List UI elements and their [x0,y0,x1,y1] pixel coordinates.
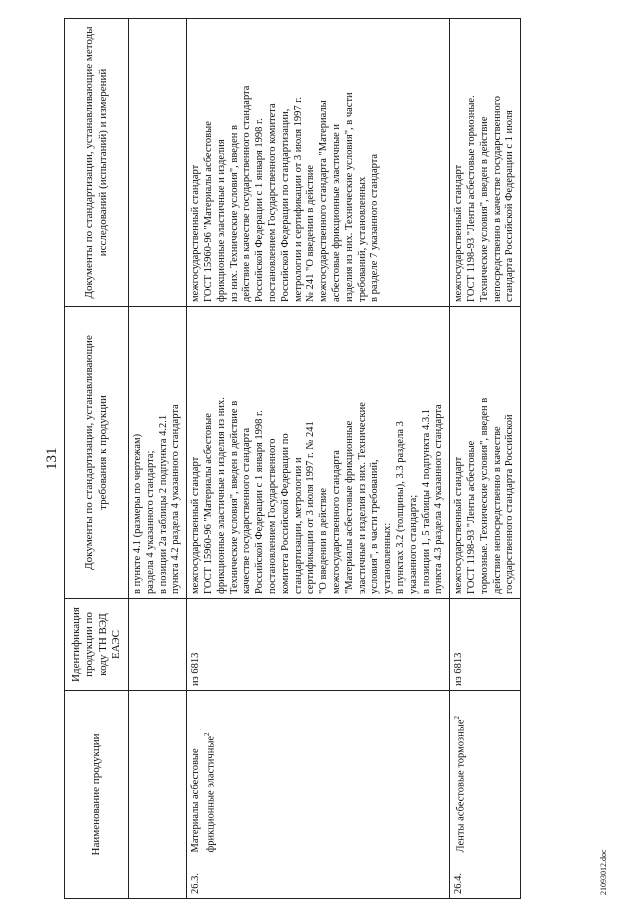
product-name-line: Ленты асбестовые тормозные [455,719,467,853]
text-line: стандарта Российской Федерации с 1 июля [504,110,516,302]
text-line: ГОСТ 1198-93 "Ленты асбестовые тормозные. [465,95,477,302]
row-number: 26.4. [450,857,521,899]
text-line: качестве государственного стандарта [241,427,253,594]
text-line: действие непосредственно в качестве [491,426,503,594]
row-number: 26.3. [187,857,450,899]
text-line: постановлением Государственного комитета [266,103,278,302]
header-product-name: Наименование продукции [65,690,129,898]
standards-table [64,18,521,899]
text-line: постановлением Государственного [266,438,278,594]
product-name-line: Материалы асбестовые [190,748,202,853]
text-line: Российской Федерации с 1 января 1998 г. [254,410,266,594]
footnote-mark: 2 [202,732,211,736]
page-number: 131 [44,447,60,470]
text-line: ГОСТ 1198-93 "Ленты асбестовые [465,440,477,594]
table-row-26-3 [187,18,450,898]
text-line: в разделе 7 указанного стандарта [369,153,381,302]
text-line: в позиции 1, 5 таблицы 4 подпункта 4.3.1 [420,409,432,594]
text-line: "Материалы асбестовые фрикционные [343,420,355,594]
text-line: в позиции 2а таблицы 2 подпункта 4.2.1 [157,414,169,594]
text-line: требований, установленных [356,176,368,302]
text-line: межгосударственного стандарта "Материалы [318,100,330,302]
text-line: условия", в части требований, [369,459,381,594]
requirements-documents [187,306,450,598]
text-line: сертификации от 3 июля 1997 г. № 241 [305,421,317,594]
text-line: пункта 4.3 раздела 4 указанного стандарта [433,404,445,594]
text-line: Российской Федерации с 1 января 1998 г. [254,118,266,302]
product-code: из 6813 [187,598,450,690]
header-code: Идентификация продукции по коду ТН ВЭД ЕАЭС [65,598,129,690]
text-line: межгосударственный стандарт [453,164,465,302]
text-line: межгосударственный стандарт [190,164,202,302]
text-line: фрикционные эластичные и изделия из них. [215,397,227,594]
text-line: ГОСТ 15960-96 "Материалы асбестовые [202,413,214,594]
header-docs-test-methods: Документы по стандартизации, устанавливающие методы исследований (испытаний) и измерений [65,18,129,306]
text-line: межгосударственный стандарт [453,456,465,594]
continuation-requirements [129,306,187,598]
product-code: из 6813 [450,598,521,690]
text-line: непосредственно в качестве государственного [491,95,503,302]
text-line: установленных: [382,522,394,594]
text-line: стандартизации, метрологии и [292,457,304,594]
test-method-documents [187,18,450,306]
header-docs-requirements: Документы по стандартизации, устанавливающие требования к продукции [65,306,129,598]
table-row-continuation [129,18,187,898]
text-line: пункта 4.2 раздела 4 указанного стандарта [170,404,182,594]
text-line: Российской Федерации по стандартизации, [279,108,291,302]
text-line: межгосударственный стандарт [190,456,202,594]
text-line: эластичные и изделия из них. Технические [356,402,368,594]
product-name-line: фрикционные эластичные [205,735,217,853]
text-line: фрикционные эластичные и изделия [215,139,227,302]
requirements-documents [450,306,521,598]
product-name [187,690,450,856]
text-line: из них. Технические условия", введен в [228,125,240,302]
text-line: раздела 4 указанного стандарта; [144,450,156,594]
text-line: "О введении в действие [318,487,330,594]
text-line: в пункте 4.1 (размеры по чертежам) [132,433,143,594]
text-line: метрологии и сертификации от 3 июля 1997 г. [292,96,304,302]
table-row-26-4 [450,18,521,898]
test-method-documents [450,18,521,306]
document-footer: 21093012.doc [599,849,608,895]
text-line: изделия из них. Технические условия", в части [343,92,355,302]
text-line: тормозные. Технические условия", введен в [478,397,490,594]
text-line: ГОСТ 15960-96 "Материалы асбестовые [202,121,214,302]
text-line: межгосударственного стандарта [330,450,342,594]
text-line: в пунктах 3.2 (толщины), 3.3 раздела 3 [394,421,406,594]
text-line: действие в качестве государственного стандарта [241,85,253,302]
table-header-row [65,18,129,898]
text-line: комитета Российской Федерации по [279,433,291,594]
text-line: указанного стандарта; [407,494,419,594]
footnote-mark: 2 [453,716,462,720]
text-line: Технические условия", введен в действие [478,116,490,302]
text-line: асбестовые фрикционные эластичные и [330,123,342,302]
text-line: государственного стандарта Российской [504,414,516,594]
text-line: Технические условия", введен в действие в [228,400,240,594]
text-line: № 241 "О введении в действие [305,164,317,302]
product-name [450,690,521,856]
